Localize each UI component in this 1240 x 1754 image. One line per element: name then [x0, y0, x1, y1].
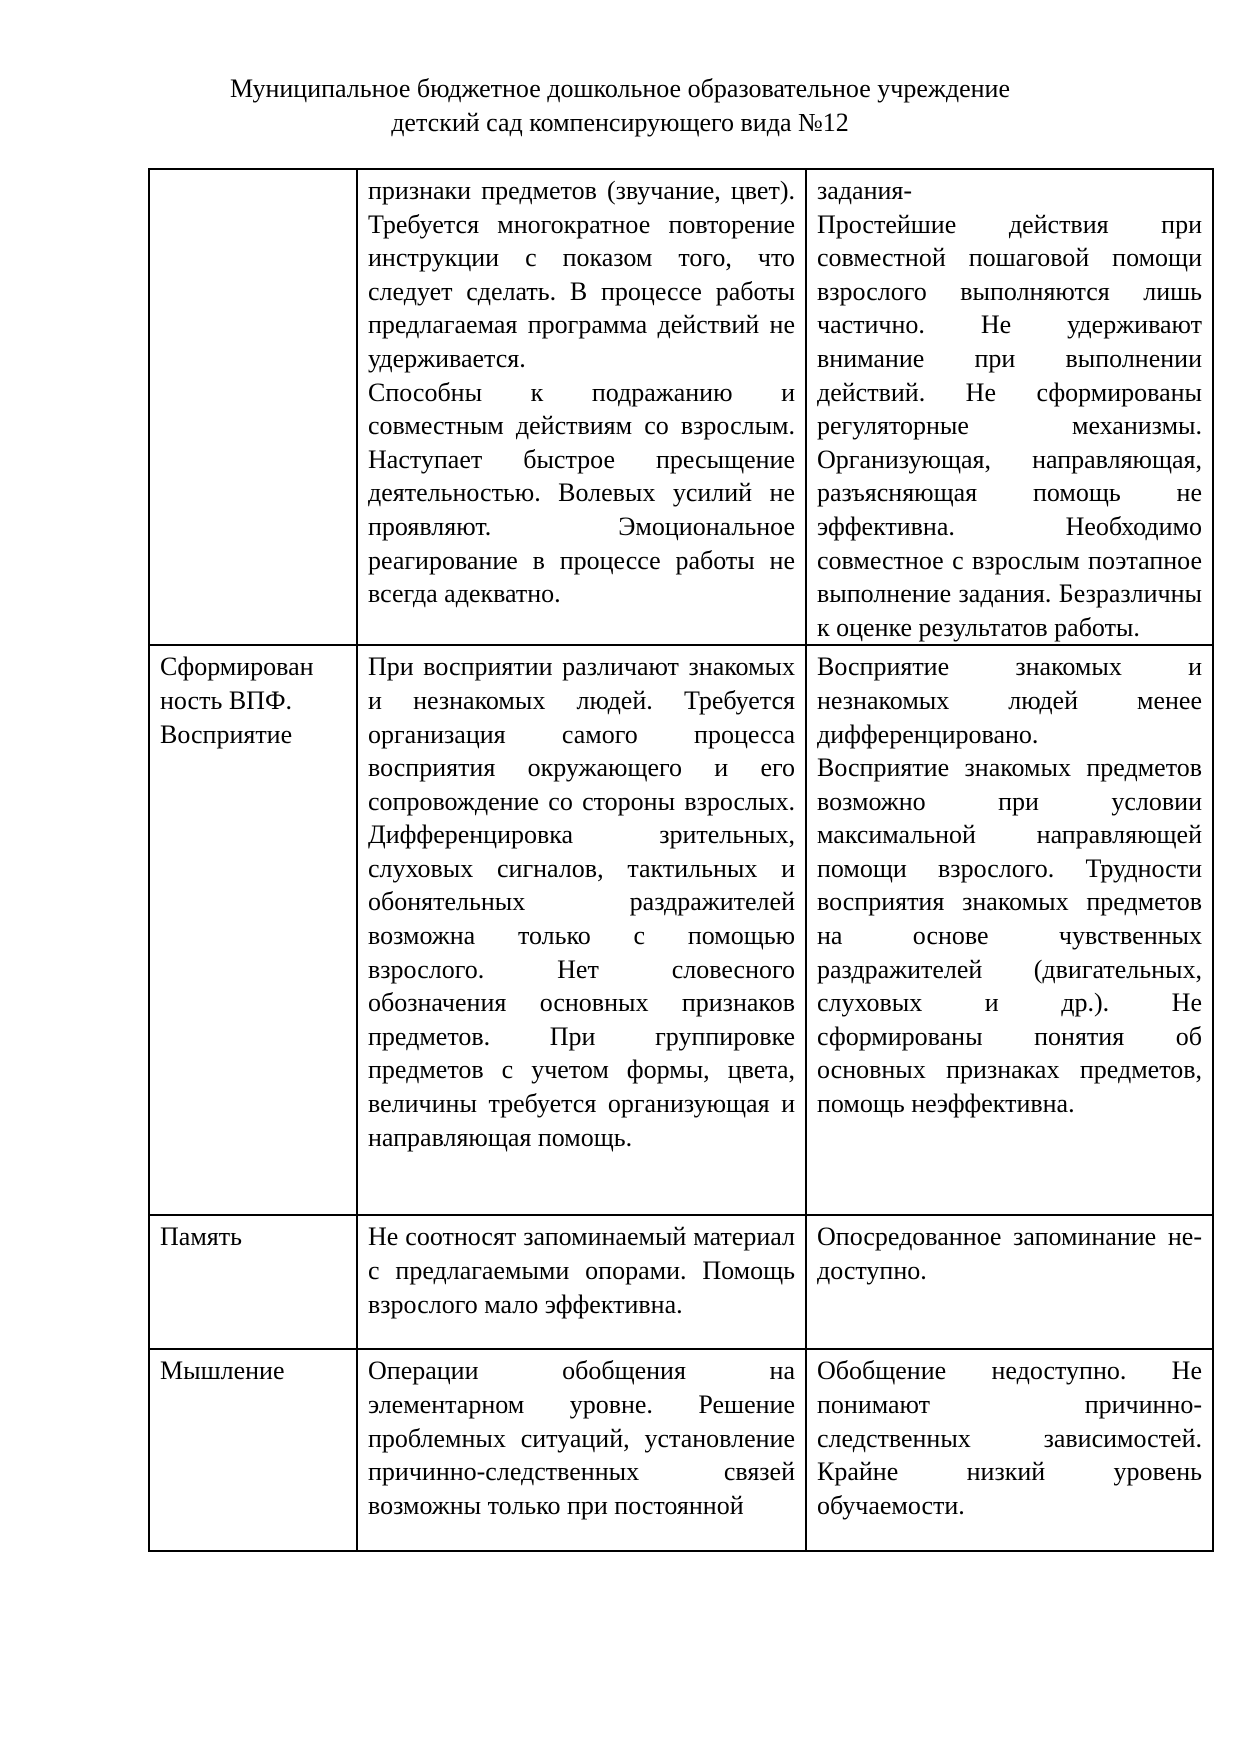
table-row [149, 1215, 1213, 1349]
cell-paragraph: При восприятии различают знакомых и незнакомых людей. Требуется организация самого процесса восприятия окружающего и его сопровождение со стороны взрослых. Дифференцировка зрительных, слуховых сигналов, тактильных и обонятельных раздражителей возможна только с помощью взрослого. Нет словесного обозначения основных признаков предметов. При группировке предметов с учетом формы, цвета, величины требуется организующая и направляющая помощь. [368, 652, 795, 1152]
page-header [0, 72, 1240, 140]
cell-col2 [357, 169, 806, 645]
cell-paragraph: признаки предметов (звучание, цвет). Требуется многократное повторение инструкции с показом того, что следует сделать. В процессе работы предлагаемая программа действий не удерживается. [368, 176, 795, 373]
cell-col2 [357, 1349, 806, 1551]
cell-col3 [806, 645, 1213, 1215]
cell-col2 [357, 1215, 806, 1349]
cell-paragraph: Способны к подражанию и совместным действиям со взрослым. Наступает быстрое пресыщение деятельностью. Волевых усилий не проявляют. Эмоциональное реагирование в процессе работы не всегда адекватно. [368, 377, 795, 609]
table-row [149, 169, 1213, 645]
cell-paragraph: Восприятие знакомых и незнакомых людей менее дифференцировано. [817, 652, 1202, 749]
table-row [149, 645, 1213, 1215]
table-row [149, 1349, 1213, 1551]
cell-col2 [357, 645, 806, 1215]
row-label: Память [149, 1215, 357, 1349]
row-label: Сформирован ность ВПФ. Восприятие [149, 645, 357, 1215]
cell-paragraph: Обобщение недоступно. Не понимают причинно-следственных зависимостей. Крайне низкий уровень обучаемости. [817, 1356, 1202, 1520]
cell-paragraph: Не соотносят запоминаемый материал с предлагаемыми опорами. Помощь взрослого мало эффективна. [368, 1222, 795, 1319]
cell-col3 [806, 1349, 1213, 1551]
cell-paragraph: задания- [817, 176, 913, 205]
row-label [149, 169, 357, 645]
assessment-table [148, 168, 1214, 1552]
cell-paragraph: Операции обобщения на элементарном уровне. Решение проблемных ситуаций, установление причинно-следственных связей возможны только при постоянной [368, 1356, 795, 1520]
cell-col3 [806, 1215, 1213, 1349]
header-line-1: Муниципальное бюджетное дошкольное образовательное учреждение [230, 74, 1010, 103]
row-label: Мышление [149, 1349, 357, 1551]
header-line-2: детский сад компенсирующего вида №12 [391, 108, 849, 137]
cell-paragraph: Простейшие действия при совместной пошаговой помощи взрослого выполняются лишь частично. Не удерживают внимание при выполнении действий. Не сформированы регуляторные механизмы. Организующая, направляющая, разъясняющая помощь не эффективна. Необходимо совместное с взрослым поэтапное выполнение задания. Безразличны к оценке результатов работы. [817, 209, 1202, 642]
cell-paragraph: Опосредованное запоминание не-доступно. [817, 1222, 1202, 1285]
cell-paragraph: Восприятие знакомых предметов возможно при условии максимальной направляющей помощи взрослого. Трудности восприятия знакомых предметов на основе чувственных раздражителей (двигательных, слуховых и др.). Не сформированы понятия об основных признаках предметов, помощь неэффективна. [817, 753, 1202, 1119]
cell-col3 [806, 169, 1213, 645]
